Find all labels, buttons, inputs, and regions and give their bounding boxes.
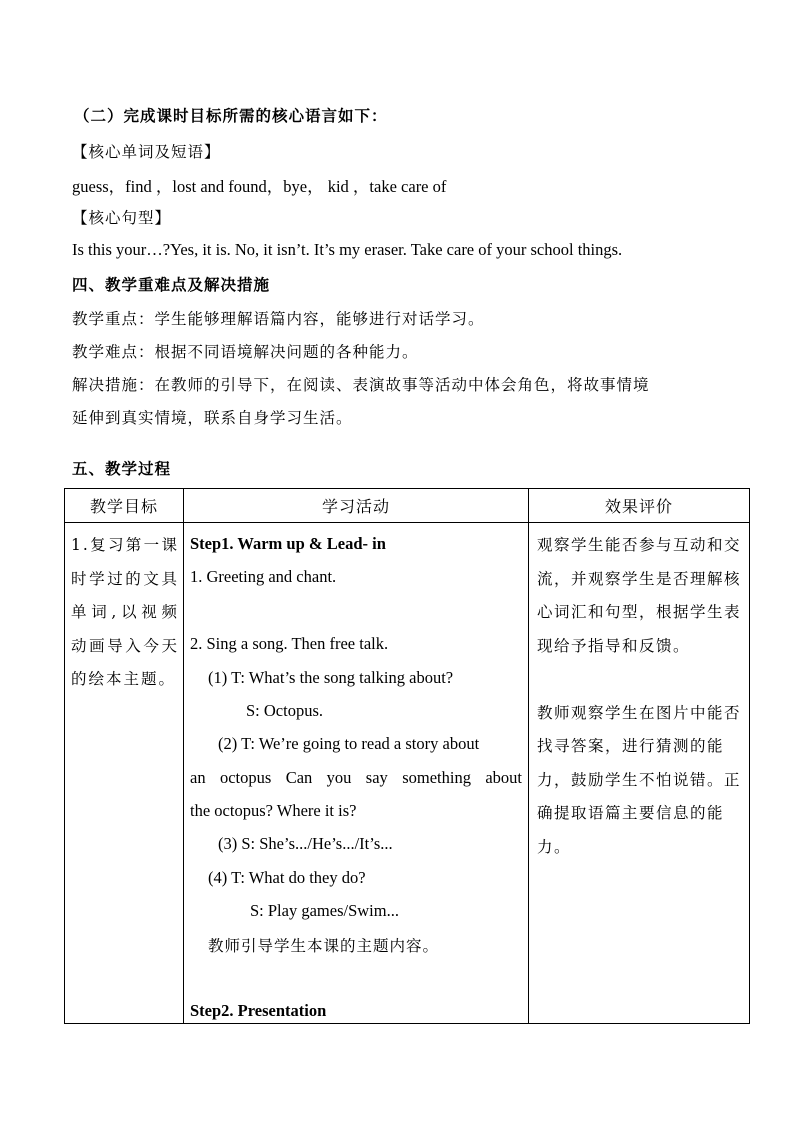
teaching-difficulty: 教学难点：根据不同语境解决问题的各种能力。 — [72, 343, 419, 361]
teacher-guide: 教师引导学生本课的主题内容。 — [208, 937, 440, 955]
core-sentences-label: 【核心句型】 — [72, 209, 172, 227]
evaluation-paragraph-2: 教师观察学生在图片中能否找寻答案，进行猜测的能力，鼓励学生不怕说错。正确提取语篇主要信息的能力。 — [537, 703, 742, 856]
core-words-label: 【核心单词及短语】 — [72, 143, 221, 161]
student-response-3: (3) S: She’s.../He’s.../It’s... — [218, 834, 393, 853]
activity-cell — [184, 523, 529, 1024]
evaluation-text — [537, 529, 743, 864]
section5-heading: 五、教学过程 — [72, 459, 172, 478]
table-row — [65, 523, 750, 1024]
section2-heading: （二）完成课时目标所需的核心语言如下： — [74, 106, 388, 125]
step2-heading: Step2. Presentation — [190, 1001, 327, 1020]
header-evaluation: 效果评价 — [529, 489, 750, 523]
measures-line-2: 延伸到真实情境，联系自身学习生活。 — [72, 409, 353, 427]
question-4: (4) T: What do they do? — [208, 868, 366, 887]
answer-1: S: Octopus. — [246, 701, 324, 720]
step1-heading: Step1. Warm up & Lead- in — [190, 534, 386, 553]
core-words: guess，find ，lost and found，bye， kid ，take care of — [72, 177, 447, 196]
goal-text: 1.复习第一课时学过的文具单词,以视频动画导入今天的绘本主题。 — [71, 536, 179, 688]
activity-greeting: 1. Greeting and chant. — [190, 567, 337, 586]
question-2-line-2: an octopus Can you say something about — [190, 768, 522, 787]
teaching-focus: 教学重点：学生能够理解语篇内容，能够进行对话学习。 — [72, 310, 485, 328]
core-sentences: Is this your…?Yes, it is. No, it isn’t. It’s my eraser. Take care of your school things. — [72, 240, 623, 259]
answer-4: S: Play games/Swim... — [250, 901, 399, 920]
goal-cell — [65, 523, 184, 1024]
evaluation-cell — [529, 523, 750, 1024]
question-2-line-1: (2) T: We’re going to read a story about — [218, 734, 480, 753]
header-goal: 教学目标 — [65, 489, 184, 523]
evaluation-paragraph-1: 观察学生能否参与互动和交流，并观察学生是否理解核心词汇和句型，根据学生表现给予指导和反馈。 — [537, 536, 742, 655]
header-activity: 学习活动 — [184, 489, 529, 523]
activity-sing: 2. Sing a song. Then free talk. — [190, 634, 389, 653]
teaching-process-table — [64, 488, 750, 1024]
table-header-row — [65, 489, 750, 523]
question-1: (1) T: What’s the song talking about? — [208, 668, 454, 687]
question-2-line-3: the octopus? Where it is? — [190, 801, 357, 820]
measures-line-1: 解决措施：在教师的引导下，在阅读、表演故事等活动中体会角色，将故事情境 — [72, 376, 650, 394]
section4-heading: 四、教学重难点及解决措施 — [72, 275, 271, 294]
